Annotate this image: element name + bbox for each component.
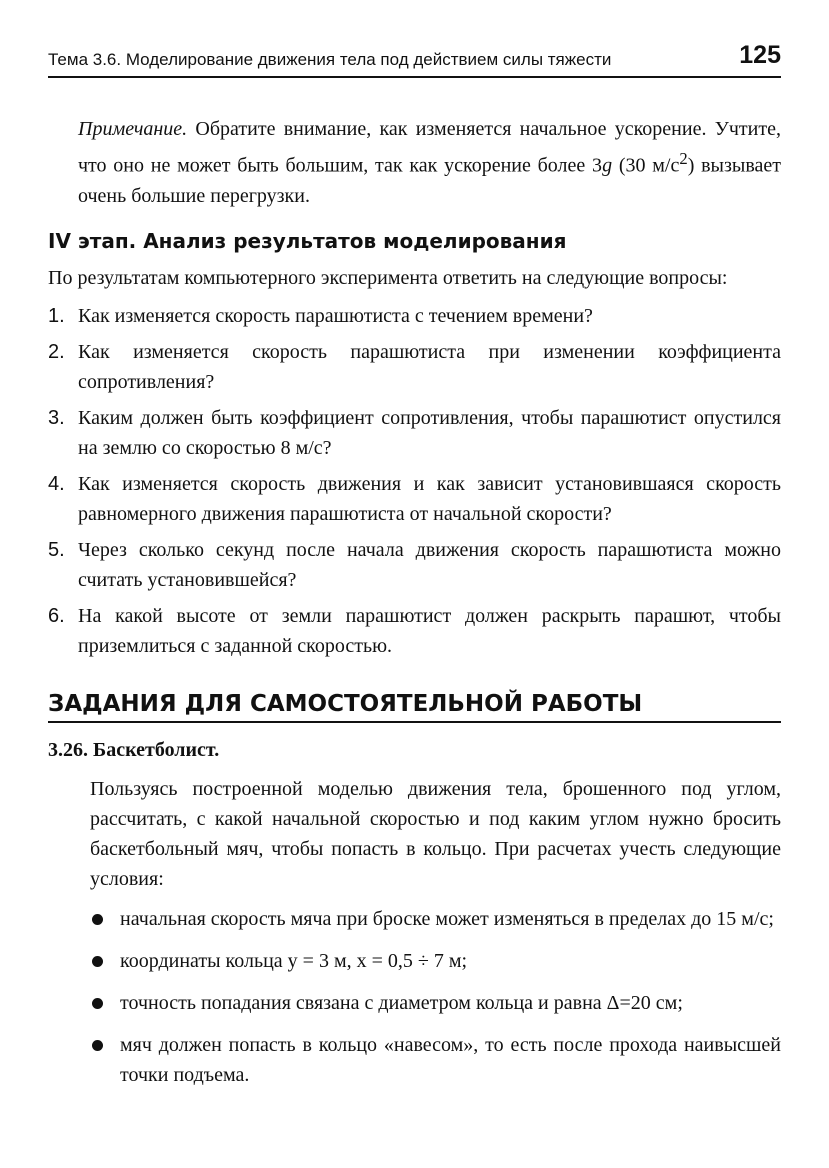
note-sup: 2 <box>679 149 688 168</box>
header-topic: Тема 3.6. Моделирование движения тела под действием силы тяжести <box>48 50 612 69</box>
item-text: Каким должен быть коэффициент сопротивления, чтобы парашютист опустился на землю со скоростью 8 м/с? <box>78 406 781 459</box>
conditions-list <box>90 904 781 1090</box>
bullet-icon <box>92 1040 103 1051</box>
stage-heading: IV этап. Анализ результатов моделирования <box>48 228 567 253</box>
bullet-icon <box>92 998 103 1009</box>
list-item <box>48 535 781 595</box>
note-text-1: Обратите внимание, как изменяется начальное ускорение. Учтите, что оно не может быть большим, так как ускорение более 3 <box>78 118 781 177</box>
list-item <box>90 946 781 976</box>
questions-list <box>48 301 781 661</box>
item-text: точность попадания связана с диаметром кольца и равна Δ=20 см; <box>120 991 683 1014</box>
item-text: На какой высоте от земли парашютист должен раскрыть парашют, чтобы приземлиться с заданной скоростью. <box>78 604 781 657</box>
book-page <box>48 36 781 1102</box>
item-number: 2. <box>48 340 65 363</box>
note-text-3: ) вызывает очень большие перегрузки. <box>78 154 782 207</box>
note-text-2: (30 м/с <box>612 154 680 177</box>
note-label: Примечание. <box>78 118 188 140</box>
list-item <box>48 337 781 397</box>
item-text: координаты кольца y = 3 м, x = 0,5 ÷ 7 м; <box>120 949 468 972</box>
item-text: Как изменяется скорость движения и как зависит установившаяся скорость равномерного движения парашютиста от начальной скорости? <box>78 472 781 525</box>
stage-intro: По результатам компьютерного эксперимента ответить на следующие вопросы: <box>48 266 728 289</box>
section-heading: ЗАДАНИЯ ДЛЯ САМОСТОЯТЕЛЬНОЙ РАБОТЫ <box>48 691 781 723</box>
list-item <box>48 301 781 331</box>
item-number: 6. <box>48 604 65 627</box>
task-title: 3.26. Баскетболист. <box>48 738 220 761</box>
item-number: 1. <box>48 304 65 327</box>
bullet-icon <box>92 914 103 925</box>
note-paragraph <box>78 114 781 211</box>
item-text: Как изменяется скорость парашютиста с течением времени? <box>78 304 593 327</box>
item-number: 5. <box>48 538 65 561</box>
running-header <box>48 36 781 78</box>
item-text: Как изменяется скорость парашютиста при изменении коэффициента сопротивления? <box>78 340 781 393</box>
item-number: 4. <box>48 472 65 495</box>
list-item <box>90 988 781 1018</box>
list-item <box>90 1030 781 1090</box>
note-g: g <box>602 154 613 177</box>
list-item <box>90 904 781 934</box>
list-item <box>48 469 781 529</box>
item-number: 3. <box>48 406 65 429</box>
item-text: мяч должен попасть в кольцо «навесом», то есть после прохода наивысшей точки подъема. <box>120 1033 781 1086</box>
list-item <box>48 601 781 661</box>
item-text: начальная скорость мяча при броске может изменяться в пределах до 15 м/с; <box>120 907 774 930</box>
list-item <box>48 403 781 463</box>
item-text: Через сколько секунд после начала движения скорость парашютиста можно считать установившейся? <box>78 538 781 591</box>
task-text: Пользуясь построенной моделью движения тела, брошенного под углом, рассчитать, с какой начальной скоростью и под каким углом нужно бросить баскетбольный мяч, чтобы попасть в кольцо. При расчетах учесть следующие условия: <box>90 777 781 890</box>
bullet-icon <box>92 956 103 967</box>
page-number: 125 <box>739 41 781 69</box>
